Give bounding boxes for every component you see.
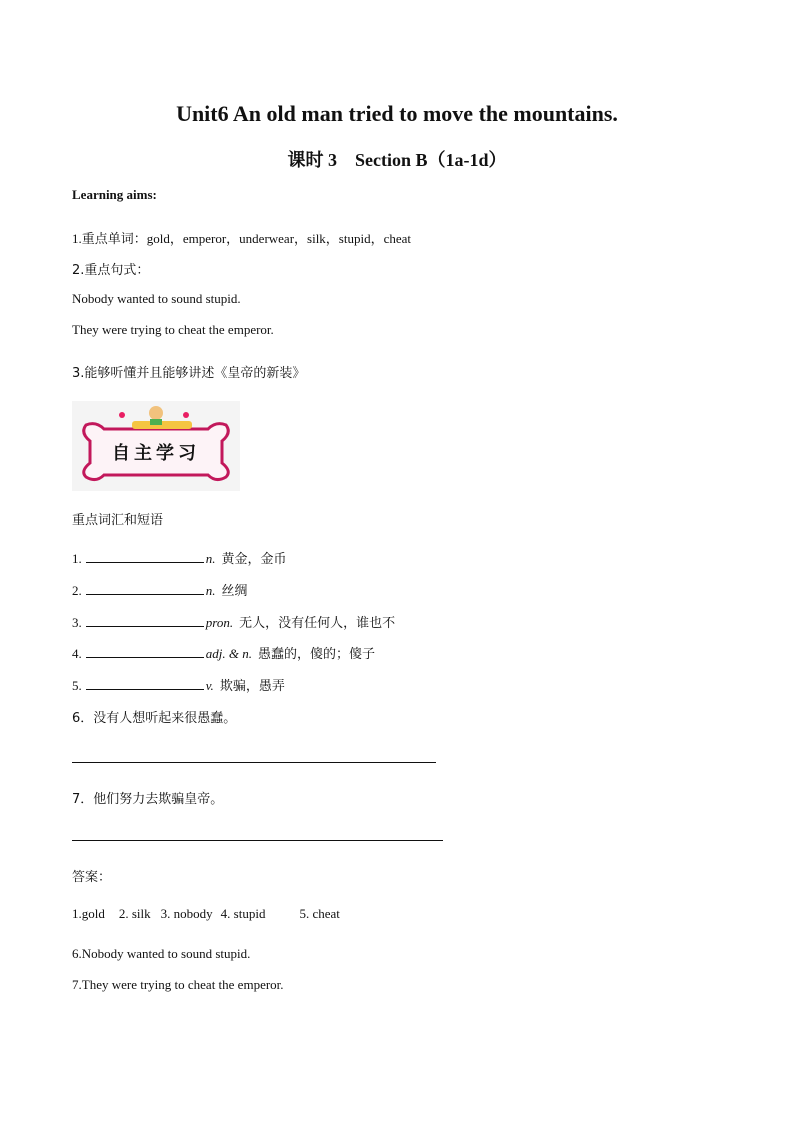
- answer-3: 3. nobody: [160, 906, 213, 921]
- vocab-item: [72, 548, 287, 567]
- answer-line-6[interactable]: [72, 762, 436, 763]
- vocab-item: [72, 612, 395, 631]
- vocab-item-number: 1.: [72, 551, 82, 566]
- vocab-item: [72, 675, 285, 694]
- vocab-item-pos: pron.: [205, 615, 234, 630]
- aims-words: 1.重点单词：gold，emperor，underwear，silk，stupid，cheat: [72, 231, 412, 246]
- answer-blank[interactable]: [86, 550, 204, 563]
- answer-blank[interactable]: [86, 645, 204, 658]
- banner-label: 自主学习: [112, 443, 200, 464]
- aims-sentence-1: Nobody wanted to sound stupid.: [72, 291, 241, 306]
- aims-sentence-2: They were trying to cheat the emperor.: [72, 322, 274, 337]
- vocab-item: [72, 643, 375, 662]
- vocab-item-pos: n.: [205, 583, 216, 598]
- aims-goal-3: 3.能够听懂并且能够讲述《皇帝的新装》: [72, 366, 306, 381]
- answer-4: 4. stupid: [220, 906, 266, 921]
- self-study-banner: [72, 401, 240, 491]
- vocab-item-meaning: 欺骗，愚弄: [219, 679, 285, 694]
- vocab-item-pos: v.: [205, 678, 214, 693]
- page-title: Unit6 An old man tried to move the mountains.: [176, 101, 618, 126]
- aims-sentences-heading: 2.重点句式：: [72, 263, 150, 278]
- answer-1: 1.gold: [72, 906, 105, 921]
- flower-icon: [119, 412, 125, 418]
- vocab-item-number: 2.: [72, 583, 82, 598]
- vocab-item-number: 4.: [72, 646, 82, 661]
- answer-6: 6.Nobody wanted to sound stupid.: [72, 946, 251, 961]
- aims-heading: Learning aims:: [72, 187, 157, 202]
- vocab-item-pos: adj. & n.: [205, 646, 252, 661]
- translation-question-6: 6．没有人想听起来很愚蠢。: [72, 711, 237, 726]
- vocab-item-meaning: 黄金，金币: [221, 552, 287, 567]
- vocab-heading: 重点词汇和短语: [72, 513, 164, 528]
- answer-blank[interactable]: [86, 677, 204, 690]
- vocab-item: [72, 580, 248, 599]
- answer-7: 7.They were trying to cheat the emperor.: [72, 977, 284, 992]
- answers-heading: 答案：: [72, 870, 112, 885]
- vocab-item-number: 3.: [72, 615, 82, 630]
- student-icon: [149, 406, 163, 420]
- answer-line-7[interactable]: [72, 840, 443, 841]
- answer-blank[interactable]: [86, 614, 204, 627]
- page-subtitle: 课时 3 Section B（1a-1d）: [287, 150, 507, 170]
- flower-icon: [183, 412, 189, 418]
- student-shirt: [150, 419, 162, 425]
- vocab-item-meaning: 无人，没有任何人，谁也不: [239, 616, 396, 631]
- vocab-item-number: 5.: [72, 678, 82, 693]
- answer-2: 2. silk: [118, 906, 151, 921]
- answer-blank[interactable]: [86, 582, 204, 595]
- vocab-item-meaning: 愚蠢的，傻的；傻子: [257, 647, 375, 662]
- vocab-item-meaning: 丝绸: [221, 584, 248, 599]
- translation-question-7: 7．他们努力去欺骗皇帝。: [72, 792, 224, 807]
- answers-row: [72, 906, 340, 922]
- answer-5: 5. cheat: [299, 906, 340, 921]
- vocab-item-pos: n.: [205, 551, 216, 566]
